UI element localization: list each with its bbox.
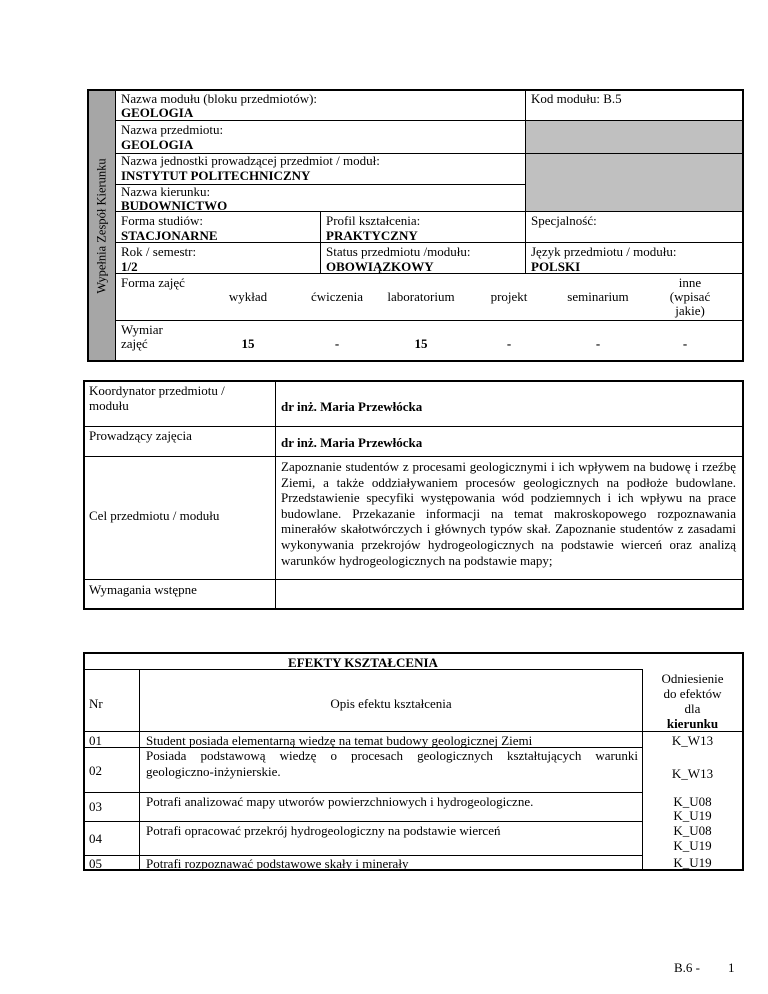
hours-label-line2: zajęć bbox=[121, 336, 148, 351]
col-header-description: Opis efektu kształcenia bbox=[330, 696, 452, 711]
col-header-nr: Nr bbox=[89, 696, 103, 711]
class-type-other-line3: jakie) bbox=[675, 303, 705, 318]
col-header-ref-line4: kierunku bbox=[666, 716, 719, 731]
coordinator-label-line2: modułu bbox=[89, 398, 129, 413]
hours-exercises: - bbox=[334, 336, 340, 351]
year-label: Rok / semestr: bbox=[121, 244, 197, 259]
outcome-nr: 02 bbox=[89, 763, 102, 778]
specialty-label: Specjalność: bbox=[531, 213, 597, 228]
unit-value: INSTYTUT POLITECHNICZNY bbox=[121, 168, 311, 183]
class-type-exercises: ćwiczenia bbox=[311, 289, 363, 304]
coordinator-label-line1: Koordynator przedmiotu / bbox=[89, 383, 225, 398]
hours-label-line1: Wymiar bbox=[121, 322, 163, 337]
lecturer-label: Prowadzący zajęcia bbox=[89, 428, 192, 443]
page-code: B.6 - bbox=[674, 960, 700, 975]
class-form-label: Forma zajęć bbox=[121, 275, 185, 290]
module-code: Kod modułu: B.5 bbox=[531, 91, 622, 106]
col-header-ref-line1: Odniesienie bbox=[661, 671, 724, 686]
hours-other: - bbox=[682, 336, 688, 351]
class-type-project: projekt bbox=[490, 289, 528, 304]
profile-label: Profil kształcenia: bbox=[326, 213, 421, 228]
profile-value: PRAKTYCZNY bbox=[326, 228, 418, 243]
language-value: POLSKI bbox=[531, 259, 581, 274]
class-type-lecture: wykład bbox=[228, 289, 268, 304]
hours-laboratory: 15 bbox=[414, 336, 428, 351]
outcome-description: Student posiada elementarną wiedzę na temat budowy geologicznej Ziemi bbox=[146, 733, 533, 748]
outcome-description: Potrafi analizować mapy utworów powierzchniowych i hydrogeologiczne. bbox=[146, 794, 534, 809]
prereq-label: Wymagania wstępne bbox=[89, 582, 197, 597]
hours-lecture: 15 bbox=[241, 336, 255, 351]
goal-label: Cel przedmiotu / modułu bbox=[89, 508, 220, 523]
field-value: BUDOWNICTWO bbox=[121, 198, 228, 213]
module-name-value: GEOLOGIA bbox=[121, 105, 194, 120]
class-type-other-line1: inne bbox=[678, 275, 702, 290]
goal-text: Zapoznanie studentów z procesami geologicznymi i ich wpływem na budowę i rzeźbę Ziemi, a także oddziaływaniem procesów geologicznych na podłoże budowlane. Przedstawienie specyfiki występowania wód podziemnych i ich wpływu na prace budowlane. Przekazanie informacji na temat makroskopowego rozpoznawania minerałów skałotwórczych i głównych typów skał. Zapoznanie studentów z zasadami wykonywania przekrojów hydrogeologicznych na podstawie wierceń oraz analizą warunków hydrogeologicznych na podstawie mapy; bbox=[281, 459, 736, 568]
outcome-ref-2: K_U19 bbox=[673, 838, 712, 853]
gray-cell-1 bbox=[525, 120, 742, 153]
coordinator-value: dr inż. Maria Przewłócka bbox=[281, 399, 423, 414]
col-header-ref-line2: do efektów bbox=[663, 686, 722, 701]
gray-cell-2 bbox=[525, 153, 742, 211]
outcome-description-cont: geologiczno-inżynierskie. bbox=[146, 764, 281, 779]
outcome-nr: 03 bbox=[89, 799, 102, 814]
status-value: OBOWIĄZKOWY bbox=[326, 259, 434, 274]
side-label: Wypełnia Zespół Kierunku bbox=[94, 157, 108, 294]
class-type-seminar: seminarium bbox=[567, 289, 629, 304]
class-type-other-line2: (wpisać bbox=[669, 289, 711, 304]
outcome-ref: K_U19 bbox=[673, 855, 712, 870]
lecturer-value: dr inż. Maria Przewłócka bbox=[281, 435, 423, 450]
outcome-ref: K_U08 bbox=[673, 823, 712, 838]
outcome-nr: 04 bbox=[89, 831, 102, 846]
outcome-nr: 01 bbox=[89, 733, 102, 748]
language-label: Język przedmiotu / modułu: bbox=[531, 244, 677, 259]
study-form-label: Forma studiów: bbox=[121, 213, 203, 228]
outcomes-title: EFEKTY KSZTAŁCENIA bbox=[288, 655, 438, 670]
outcome-ref: K_W13 bbox=[671, 733, 714, 748]
subject-name-label: Nazwa przedmiotu: bbox=[121, 122, 224, 137]
outcome-ref-2: K_U19 bbox=[673, 808, 712, 823]
hours-seminar: - bbox=[595, 336, 601, 351]
outcome-ref: K_W13 bbox=[671, 766, 714, 781]
outcome-description: Potrafi opracować przekrój hydrogeologiczny na podstawie wierceń bbox=[146, 823, 501, 838]
unit-label: Nazwa jednostki prowadzącej przedmiot / moduł: bbox=[121, 153, 380, 168]
outcome-description: Posiada podstawową wiedzę o procesach geologicznych kształtujących warunki bbox=[146, 748, 638, 763]
subject-name-value: GEOLOGIA bbox=[121, 137, 194, 152]
field-label: Nazwa kierunku: bbox=[121, 184, 211, 199]
year-value: 1/2 bbox=[121, 259, 138, 274]
outcome-ref: K_U08 bbox=[673, 794, 712, 809]
outcome-nr: 05 bbox=[89, 856, 102, 871]
class-type-laboratory: laboratorium bbox=[387, 289, 455, 304]
col-header-ref-line3: dla bbox=[684, 701, 701, 716]
module-name-label: Nazwa modułu (bloku przedmiotów): bbox=[121, 91, 318, 106]
status-label: Status przedmiotu /modułu: bbox=[326, 244, 471, 259]
study-form-value: STACJONARNE bbox=[121, 228, 218, 243]
hours-project: - bbox=[506, 336, 512, 351]
side-label-box bbox=[88, 90, 115, 361]
page-number: 1 bbox=[728, 960, 735, 975]
outcome-description: Potrafi rozpoznawać podstawowe skały i minerały bbox=[146, 856, 409, 871]
